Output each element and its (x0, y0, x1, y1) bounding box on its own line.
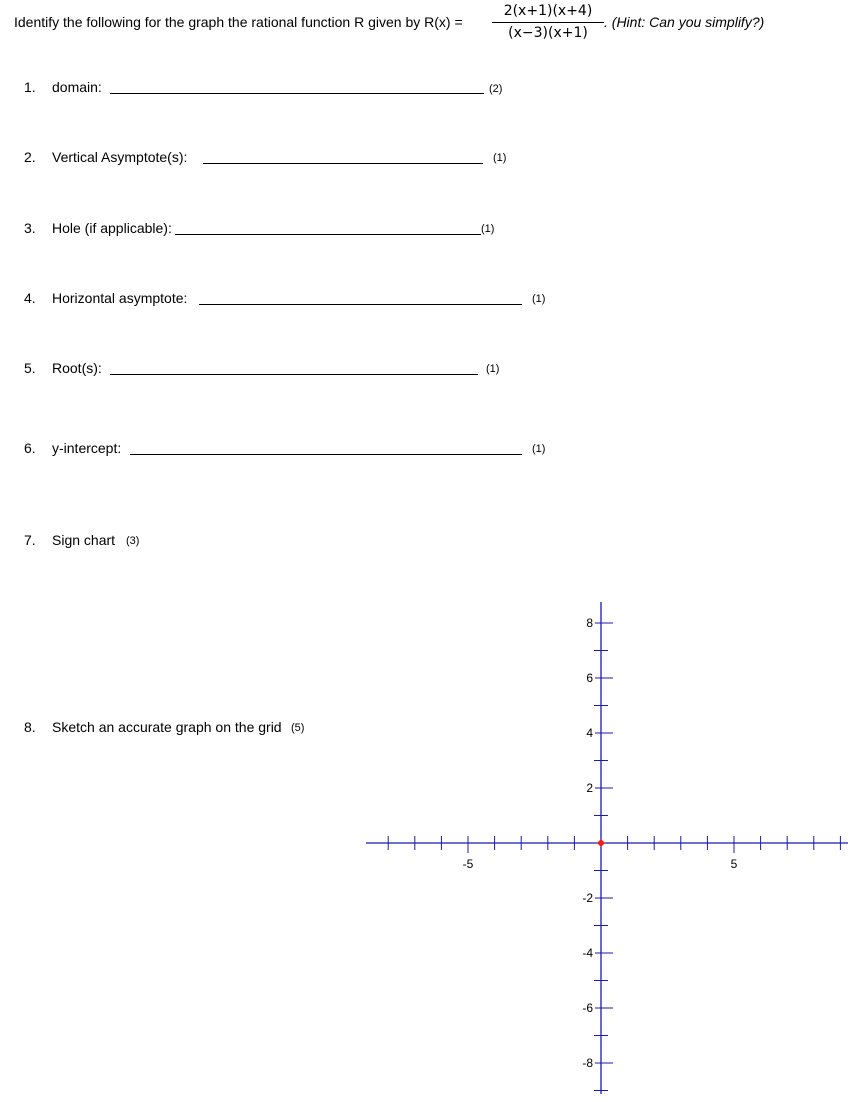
question-label: Sketch an accurate graph on the grid (52, 719, 282, 735)
y-tick-label: 8 (586, 616, 593, 630)
question-label: domain: (52, 79, 102, 95)
question-number: 4. (24, 290, 36, 306)
y-tick-label: 6 (586, 671, 593, 685)
question-label: y-intercept: (52, 440, 122, 456)
x-tick-label: 5 (730, 857, 738, 871)
y-tick-label: -4 (582, 946, 593, 960)
y-tick-label: 2 (586, 781, 593, 795)
points-sketch-graph: (5) (291, 722, 305, 734)
hint-text: . (Hint: Can you simplify?) (604, 14, 765, 30)
y-tick-label: -8 (582, 1056, 593, 1070)
points-sign-chart: (3) (126, 535, 140, 547)
question-number: 7. (24, 532, 36, 548)
question-number: 6. (24, 440, 36, 456)
question-number: 3. (24, 220, 36, 236)
question-number: 2. (24, 149, 36, 165)
question-number: 1. (24, 79, 36, 95)
y-tick-label: 4 (586, 726, 593, 740)
question-label: Vertical Asymptote(s): (52, 149, 188, 165)
points-roots: (1) (486, 363, 500, 375)
question-label: Hole (if applicable): (52, 220, 172, 236)
problem-intro: Identify the following for the graph the rational function R given by R(x) = (14, 14, 463, 30)
y-tick-label: -6 (582, 1001, 593, 1015)
points-hole: (1) (481, 223, 495, 235)
question-label: Root(s): (52, 360, 102, 376)
points-y-intercept: (1) (532, 443, 546, 455)
fraction-numerator: 2(x+1)(x+4) (492, 3, 604, 23)
question-number: 5. (24, 360, 36, 376)
origin-point (597, 839, 605, 847)
points-vertical-asymptote: (1) (493, 152, 507, 164)
question-label: Horizontal asymptote: (52, 290, 188, 306)
points-horizontal-asymptote: (1) (532, 293, 546, 305)
question-number: 8. (24, 719, 36, 735)
y-tick-label: -2 (582, 891, 593, 905)
points-domain: (2) (489, 83, 503, 95)
question-label: Sign chart (52, 532, 116, 548)
x-tick-label: -5 (462, 857, 474, 871)
fraction-denominator: (x−3)(x+1) (508, 25, 588, 41)
